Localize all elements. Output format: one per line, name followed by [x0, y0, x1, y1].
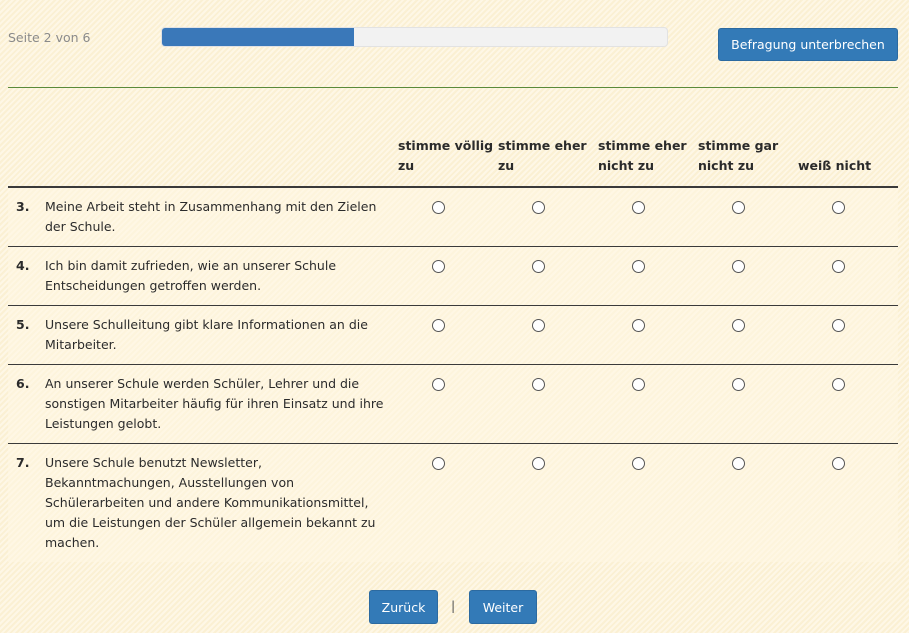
question-text: Meine Arbeit steht in Zusammenhang mit den Zielen der Schule. [45, 199, 377, 234]
answer-cell-fully-disagree [698, 247, 798, 306]
progress-bar [161, 27, 668, 47]
question-text: Unsere Schulleitung gibt klare Informationen an die Mitarbeiter. [45, 306, 398, 365]
answer-cell-rather-disagree [598, 247, 698, 306]
radio-rather-disagree[interactable] [632, 319, 645, 332]
table-row [8, 187, 898, 247]
column-header-fully-agree: stimme völlig zu [398, 128, 498, 187]
radio-dont-know[interactable] [832, 201, 845, 214]
radio-dont-know[interactable] [832, 319, 845, 332]
answer-cell-fully-disagree [698, 187, 798, 247]
question-text: Unsere Schule benutzt Newsletter, Bekanntmachungen, Ausstellungen von Schülerarbeiten und andere Kommunikationsmittel, um die Leistungen der Schüler allgemein bekannt zu machen. [45, 444, 398, 563]
radio-fully-agree[interactable] [432, 457, 445, 470]
table-header-row [8, 128, 898, 187]
answer-cell-fully-disagree [698, 365, 798, 444]
progress-bar-fill [162, 28, 354, 46]
question-text: Ich bin damit zufrieden, wie an unserer Schule Entscheidungen getroffen werden. [45, 247, 398, 306]
answer-cell-rather-agree [498, 306, 598, 365]
question-number: 6. [8, 365, 45, 444]
radio-fully-disagree[interactable] [732, 319, 745, 332]
radio-fully-disagree[interactable] [732, 378, 745, 391]
column-header-rather-disagree: stimme eher nicht zu [598, 128, 698, 187]
radio-rather-disagree[interactable] [632, 378, 645, 391]
answer-cell-fully-agree [398, 444, 498, 563]
interrupt-survey-button[interactable]: Befragung unterbrechen [718, 28, 898, 61]
page-indicator: Seite 2 von 6 [8, 30, 91, 45]
survey-body [8, 187, 898, 562]
radio-rather-agree[interactable] [532, 378, 545, 391]
radio-fully-disagree[interactable] [732, 260, 745, 273]
radio-rather-agree[interactable] [532, 201, 545, 214]
question-number: 5. [8, 306, 45, 365]
answer-cell-rather-agree [498, 187, 598, 247]
answer-cell-rather-disagree [598, 365, 698, 444]
table-row [8, 247, 898, 306]
back-button[interactable]: Zurück [369, 590, 438, 624]
answer-cell-dont-know [798, 187, 898, 247]
header-divider [8, 87, 898, 88]
answer-cell-fully-disagree [698, 306, 798, 365]
survey-table [8, 128, 898, 562]
answer-cell-rather-agree [498, 444, 598, 563]
radio-fully-disagree[interactable] [732, 201, 745, 214]
radio-dont-know[interactable] [832, 260, 845, 273]
radio-fully-agree[interactable] [432, 260, 445, 273]
question-number: 3. [16, 199, 30, 214]
radio-fully-agree[interactable] [432, 378, 445, 391]
nav-separator: | [451, 598, 456, 613]
radio-rather-disagree[interactable] [632, 457, 645, 470]
answer-cell-dont-know [798, 444, 898, 563]
radio-rather-agree[interactable] [532, 260, 545, 273]
answer-cell-fully-agree [398, 187, 498, 247]
answer-cell-rather-disagree [598, 306, 698, 365]
radio-rather-agree[interactable] [532, 319, 545, 332]
radio-rather-disagree[interactable] [632, 201, 645, 214]
answer-cell-fully-agree [398, 247, 498, 306]
answer-cell-rather-disagree [598, 444, 698, 563]
radio-fully-agree[interactable] [432, 319, 445, 332]
question-number: 4. [8, 247, 45, 306]
table-row [8, 306, 898, 365]
table-row [8, 365, 898, 444]
radio-fully-agree[interactable] [432, 201, 445, 214]
answer-cell-dont-know [798, 306, 898, 365]
column-header-rather-agree: stimme eher zu [498, 128, 598, 187]
answer-cell-rather-disagree [598, 187, 698, 247]
answer-cell-dont-know [798, 365, 898, 444]
radio-dont-know[interactable] [832, 457, 845, 470]
answer-cell-fully-agree [398, 365, 498, 444]
answer-cell-fully-disagree [698, 444, 798, 563]
question-number: 7. [8, 444, 45, 563]
radio-fully-disagree[interactable] [732, 457, 745, 470]
answer-cell-dont-know [798, 247, 898, 306]
table-row [8, 444, 898, 563]
radio-dont-know[interactable] [832, 378, 845, 391]
question-column-header [8, 128, 398, 187]
answer-cell-rather-agree [498, 365, 598, 444]
radio-rather-disagree[interactable] [632, 260, 645, 273]
next-button[interactable]: Weiter [469, 590, 537, 624]
column-header-fully-disagree: stimme gar nicht zu [698, 128, 798, 187]
radio-rather-agree[interactable] [532, 457, 545, 470]
answer-cell-rather-agree [498, 247, 598, 306]
question-text: An unserer Schule werden Schüler, Lehrer und die sonstigen Mitarbeiter häufig für ihren Einsatz und ihre Leistungen gelobt. [45, 365, 398, 444]
column-header-dont-know: weiß nicht [798, 128, 898, 187]
answer-cell-fully-agree [398, 306, 498, 365]
